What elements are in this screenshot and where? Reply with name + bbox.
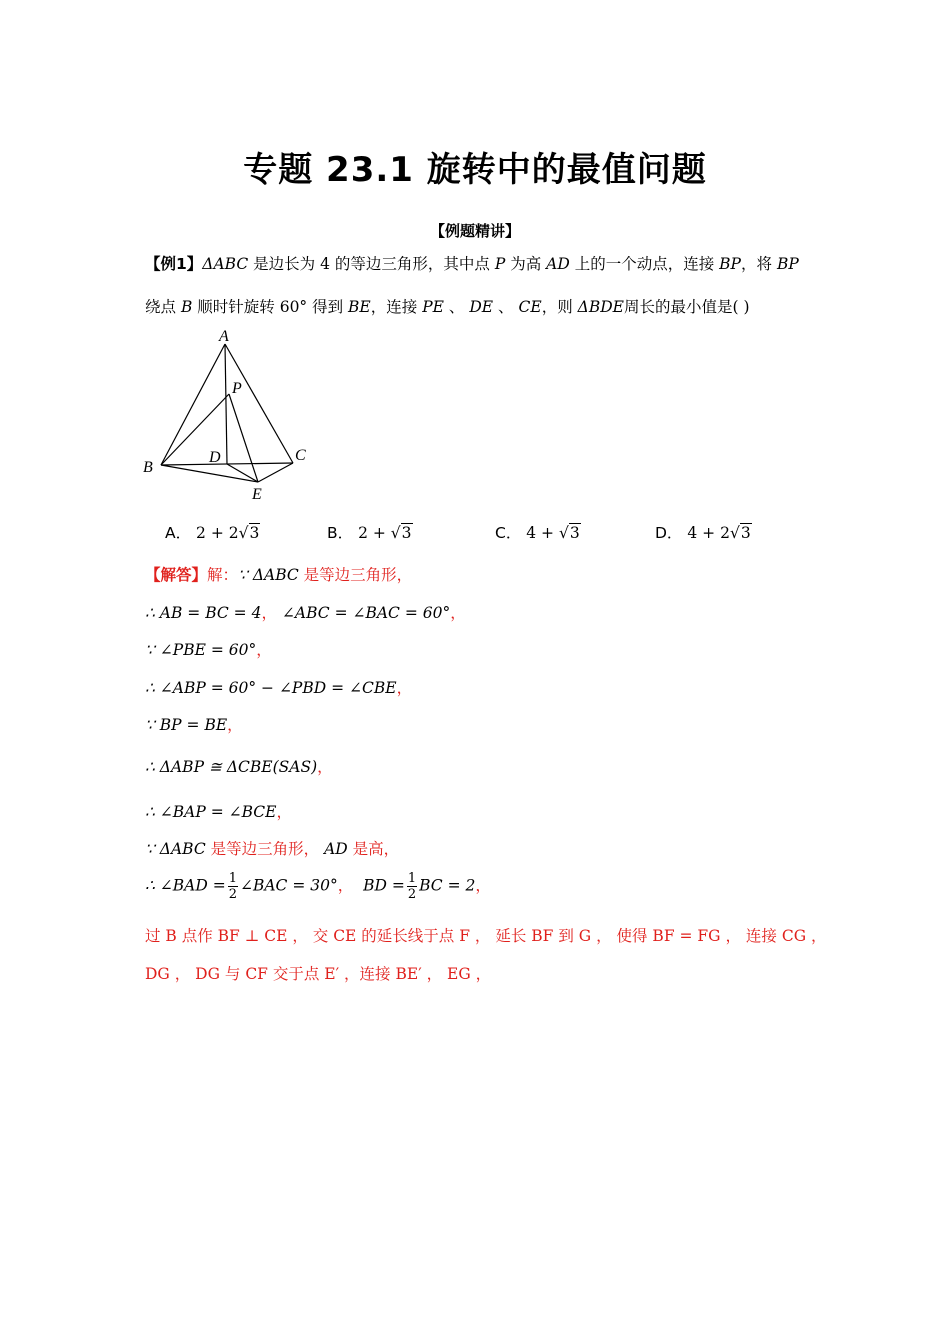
fraction-half [407,871,417,902]
solution-line-4 [145,676,412,698]
solution-line-1 [145,563,412,585]
math: ∠ABC = ∠BAC = 60° [281,604,451,622]
fraction-denominator: 2 [407,887,417,902]
label-c: C [295,447,306,464]
choice-d[interactable]: D． 4 + 2√3 [655,524,751,542]
segment-pe: PE [422,298,444,316]
math: AD [324,840,348,858]
example-line-1 [145,252,799,274]
example-tag: 【例1】 [145,255,203,273]
segment-ce [258,463,293,482]
text: 、 [448,298,465,316]
text: ，则 [541,298,573,316]
text: ， [256,641,272,659]
solution-tag: 【解答】 [145,566,208,584]
math: ∴ AB = BC = 4 [145,604,262,622]
solution-line-2 [145,601,466,623]
math: ∵ ΔABC [145,840,206,858]
solution-line-9 [145,871,491,902]
segment-ab [161,344,225,465]
choice-radicand: 3 [401,524,412,542]
label-p: P [232,380,242,397]
math: ∴ ∠BAD = [145,876,226,895]
segment-ac [225,344,293,463]
choice-c[interactable]: C． 4 + √3 [495,524,580,542]
segment-bp: BP [776,255,799,273]
choice-letter: B． [327,524,354,542]
math: ∵ BP = BE [145,716,228,734]
triangle-bde: ΔBDE [577,298,624,316]
math: ∴ ∠BAP = ∠BCE [145,803,277,821]
math: ∴ ΔABP ≅ ΔCBE(SAS) [145,758,318,776]
solution-line-5 [145,713,243,735]
point-b: B [180,298,193,316]
choice-radicand: 3 [569,524,580,542]
math: BC = 2 [419,876,476,895]
fraction-denominator: 2 [228,887,237,902]
choice-expr: 2 + 2 [196,524,239,542]
example-line-2 [145,295,750,317]
label-d: D [209,449,221,466]
choice-letter: A． [165,524,192,542]
text: ， [450,604,466,622]
choice-radicand: 3 [249,524,260,542]
text: ，将 [741,255,773,273]
label-e: E [252,486,262,503]
choice-letter: D． [655,524,683,542]
solution-line-8 [145,837,399,859]
label-a: A [219,330,229,345]
text: ， [261,604,277,622]
text: 是高， [347,840,400,858]
solution-line-11: DG ， DG 与 CF 交于点 E′ ，连接 BE′ ， EG ， [145,965,492,983]
choice-expr: 2 + [358,524,391,542]
text: 解： [207,566,239,584]
choice-expr: 4 + 2 [687,524,730,542]
segment-ad: AD [546,255,570,273]
segment-ce: CE [518,298,542,316]
geometry-figure [140,330,320,508]
text: 绕点 [145,298,177,316]
choice-b[interactable]: B． 2 + √3 [327,524,412,542]
label-b: B [143,459,153,476]
text: 是等边三角形， [205,840,320,858]
text: 、 [498,298,514,316]
text: ， [317,758,333,776]
text: ， [475,876,491,895]
segment-bp: BP [719,255,741,273]
solution-line-6 [145,755,333,777]
segment-pe [229,394,258,482]
text: ， [276,803,292,821]
solution-line-10: 过 B 点作 BF ⊥ CE ， 交 CE 的延长线于点 F ， 延长 BF 到 G ， 使得 BF = FG ， 连接 CG ， [145,927,827,945]
text: ， [337,876,354,895]
text: 是边长为 4 的等边三角形，其中点 [253,255,490,273]
fraction-numerator: 1 [407,871,417,886]
math: BD = [363,876,405,895]
choice-a[interactable]: A． 2 + 2√3 [165,524,260,542]
fraction-numerator: 1 [228,871,237,886]
math: ∴ ∠ABP = 60° − ∠PBD = ∠CBE [145,679,397,697]
text: 是等边三角形， [298,566,413,584]
choice-radicand: 3 [740,524,751,542]
text: 上的一个动点，连接 [574,255,715,273]
text: 顺时针旋转 60° 得到 [197,298,344,316]
fraction-half [228,871,238,902]
point-p: P [494,255,506,273]
solution-line-3 [145,638,272,660]
choice-letter: C． [495,524,522,542]
text: 为高 [510,255,542,273]
math: ∵ ∠PBE = 60° [145,641,257,659]
section-heading: 【例题精讲】 [429,222,520,240]
math: ∵ ΔABC [238,566,299,584]
solution-line-7 [145,800,292,822]
choice-expr: 4 + [526,524,559,542]
triangle-abc: ΔABC [202,255,249,273]
text: 周长的最小值是( ) [623,298,750,316]
segment-de: DE [469,298,494,316]
math: ∠BAC = 30° [239,876,338,895]
segment-be: BE [348,298,371,316]
text: ，连接 [370,298,418,316]
text: ， [227,716,243,734]
page-title: 专题 23.1 旋转中的最值问题 [243,150,707,190]
segment-ad [225,344,227,464]
text: ， [396,679,413,697]
